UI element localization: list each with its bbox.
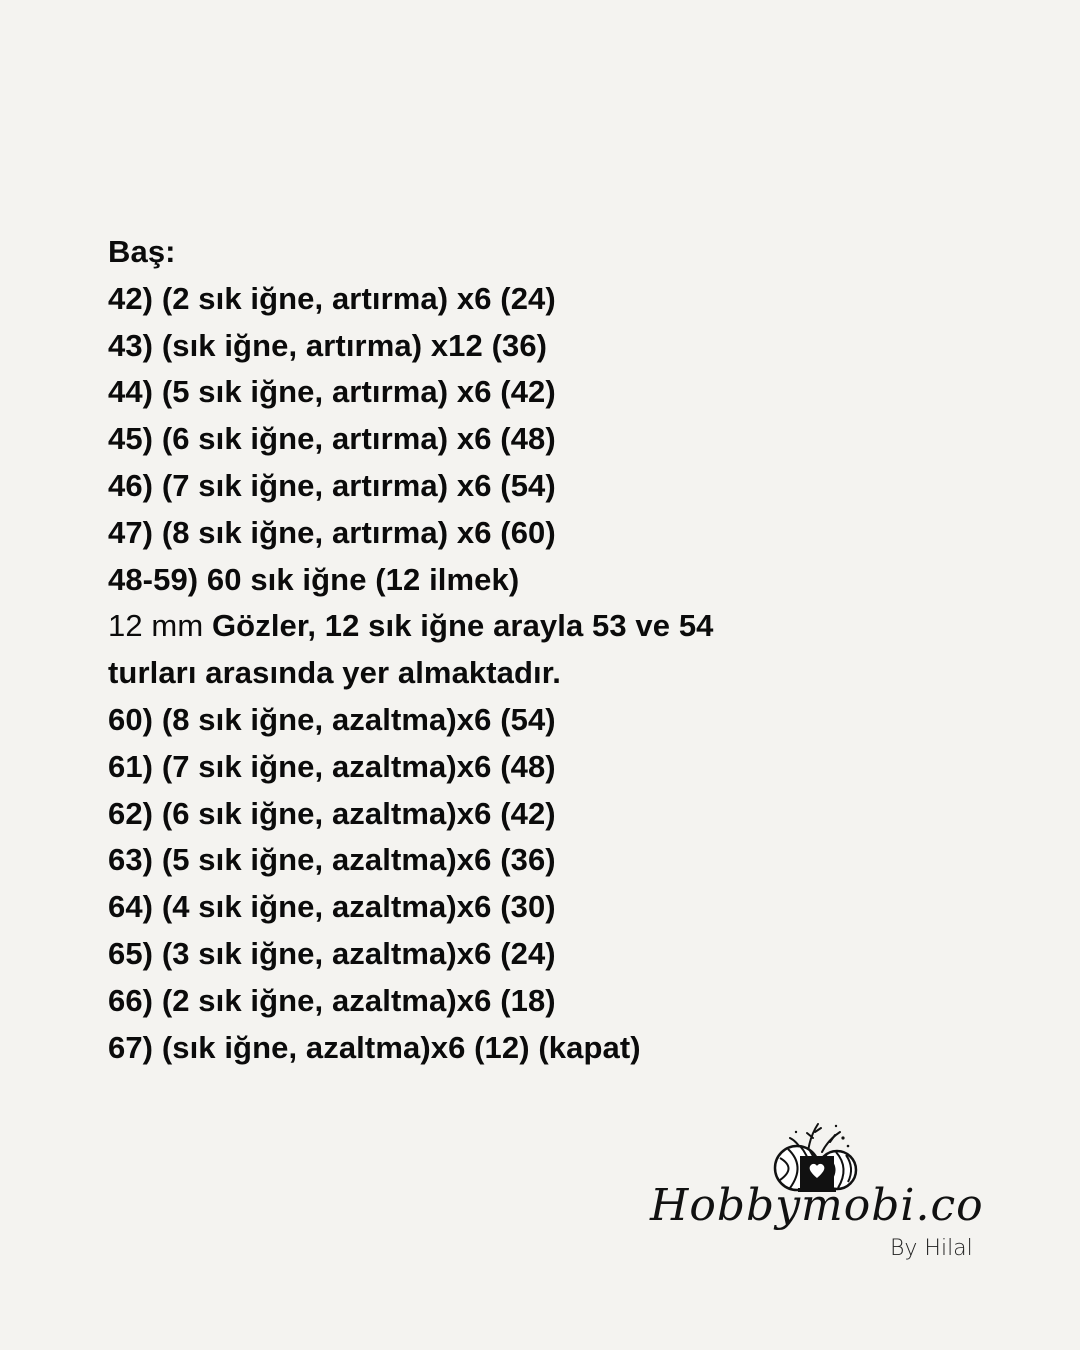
eyes-note (108, 603, 808, 650)
eyes-note-size: 12 mm (108, 608, 204, 644)
crochet-pattern (108, 229, 808, 1071)
pattern-row: 43) (sık iğne, artırma) x12 (36) (108, 327, 548, 363)
pattern-row: 48-59) 60 sık iğne (12 ilmek) (108, 561, 520, 597)
brand-byline: By Hilal (890, 1236, 973, 1261)
pattern-row: 65) (3 sık iğne, azaltma)x6 (24) (108, 935, 556, 971)
eyes-note-text: Gözler, 12 sık iğne arayla 53 ve 54 (211, 608, 714, 644)
brand-name: Hobbymobi.co (650, 1180, 984, 1231)
pattern-row: 61) (7 sık iğne, azaltma)x6 (48) (108, 748, 556, 784)
pattern-row: 64) (4 sık iğne, azaltma)x6 (30) (108, 889, 556, 925)
pattern-row: 67) (sık iğne, azaltma)x6 (12) (kapat) (108, 1029, 641, 1065)
eyes-note-continued: turları arasında yer almaktadır. (108, 655, 561, 691)
pattern-heading: Baş: (108, 234, 176, 269)
pattern-row: 66) (2 sık iğne, azaltma)x6 (18) (108, 982, 556, 1018)
pattern-row: 46) (7 sık iğne, artırma) x6 (54) (108, 467, 556, 503)
pattern-row: 60) (8 sık iğne, azaltma)x6 (54) (108, 701, 556, 737)
pattern-row: 63) (5 sık iğne, azaltma)x6 (36) (108, 842, 556, 878)
pattern-row: 42) (2 sık iğne, artırma) x6 (24) (108, 280, 556, 316)
pattern-row: 45) (6 sık iğne, artırma) x6 (48) (108, 421, 556, 457)
pattern-row: 44) (5 sık iğne, artırma) x6 (42) (108, 374, 556, 410)
pattern-row: 47) (8 sık iğne, artırma) x6 (60) (108, 514, 556, 550)
brand-logo (650, 1118, 984, 1268)
pattern-row: 62) (6 sık iğne, azaltma)x6 (42) (108, 795, 556, 831)
